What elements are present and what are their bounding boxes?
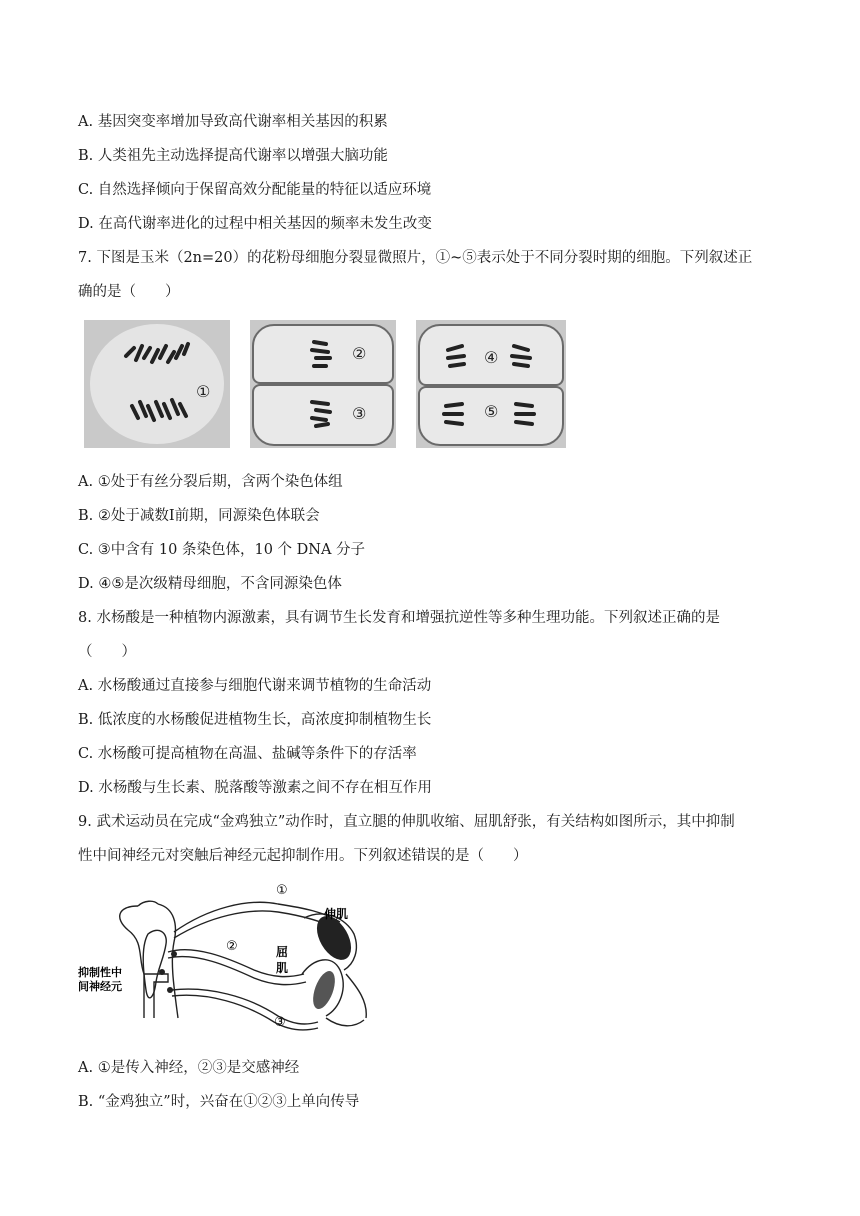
- figure-label-4: ④: [484, 348, 499, 367]
- figure-label-1: ①: [196, 382, 211, 401]
- q8-option-c: C. 水杨酸可提高植物在高温、盐碱等条件下的存活率: [78, 746, 417, 762]
- diagram-label-flexor-1: 屈: [276, 945, 289, 959]
- micrograph-panel-3: [416, 320, 566, 448]
- q8-stem-line2: （ ）: [78, 644, 136, 660]
- diagram-label-extensor: 伸肌: [324, 907, 349, 921]
- diagram-label-interneuron-2: 间神经元: [78, 980, 122, 993]
- chromosome-cluster-icon: [250, 320, 396, 448]
- q7-option-a: A. ①处于有丝分裂后期，含两个染色体组: [78, 474, 343, 490]
- diagram-label-interneuron-1: 抑制性中: [78, 966, 122, 979]
- q9-option-a: A. ①是传入神经，②③是交感神经: [78, 1060, 300, 1076]
- diagram-label-2: ②: [226, 939, 238, 954]
- micrograph-panel-1: [84, 320, 230, 448]
- q6-option-a: A. 基因突变率增加导致高代谢率相关基因的积累: [78, 114, 388, 130]
- q9-stem-line1: 9. 武术运动员在完成“金鸡独立”动作时，直立腿的伸肌收缩、屈肌舒张，有关结构如图所示，其中抑制: [78, 814, 735, 830]
- q8-option-b: B. 低浓度的水杨酸促进植物生长，高浓度抑制植物生长: [78, 712, 432, 728]
- diagram-label-1: ①: [276, 883, 288, 898]
- figure-label-5: ⑤: [484, 402, 499, 421]
- micrograph-panel-2: [250, 320, 396, 448]
- q9-stem-line2: 性中间神经元对突触后神经元起抑制作用。下列叙述错误的是（ ）: [78, 848, 528, 864]
- q7-option-c: C. ③中含有 10 条染色体，10 个 DNA 分子: [78, 542, 366, 558]
- q7-option-b: B. ②处于减数I前期，同源染色体联会: [78, 508, 320, 524]
- q9-reflex-arc-diagram: [78, 878, 378, 1038]
- diagram-label-flexor-2: 肌: [276, 961, 289, 975]
- figure-label-2: ②: [352, 344, 367, 363]
- q8-option-a: A. 水杨酸通过直接参与细胞代谢来调节植物的生命活动: [78, 678, 432, 694]
- q8-option-d: D. 水杨酸与生长素、脱落酸等激素之间不存在相互作用: [78, 780, 432, 796]
- q7-micrograph-figure: [84, 320, 566, 448]
- q8-stem-line1: 8. 水杨酸是一种植物内源激素，具有调节生长发育和增强抗逆性等多种生理功能。下列叙述正确的是: [78, 610, 720, 626]
- chromosome-cluster-icon: [416, 320, 566, 448]
- diagram-label-3: ③: [274, 1015, 286, 1030]
- q6-option-c: C. 自然选择倾向于保留高效分配能量的特征以适应环境: [78, 182, 432, 198]
- q9-option-b: B. “金鸡独立”时，兴奋在①②③上单向传导: [78, 1094, 360, 1110]
- q6-option-d: D. 在高代谢率进化的过程中相关基因的频率未发生改变: [78, 216, 432, 232]
- q7-stem-line1: 7. 下图是玉米（2n=20）的花粉母细胞分裂显微照片，①~⑤表示处于不同分裂时期的细胞。下列叙述正: [78, 250, 753, 266]
- q7-option-d: D. ④⑤是次级精母细胞，不含同源染色体: [78, 576, 342, 592]
- q6-option-b: B. 人类祖先主动选择提高代谢率以增强大脑功能: [78, 148, 388, 164]
- figure-label-3: ③: [352, 404, 367, 423]
- q7-stem-line2: 确的是（ ）: [78, 284, 180, 300]
